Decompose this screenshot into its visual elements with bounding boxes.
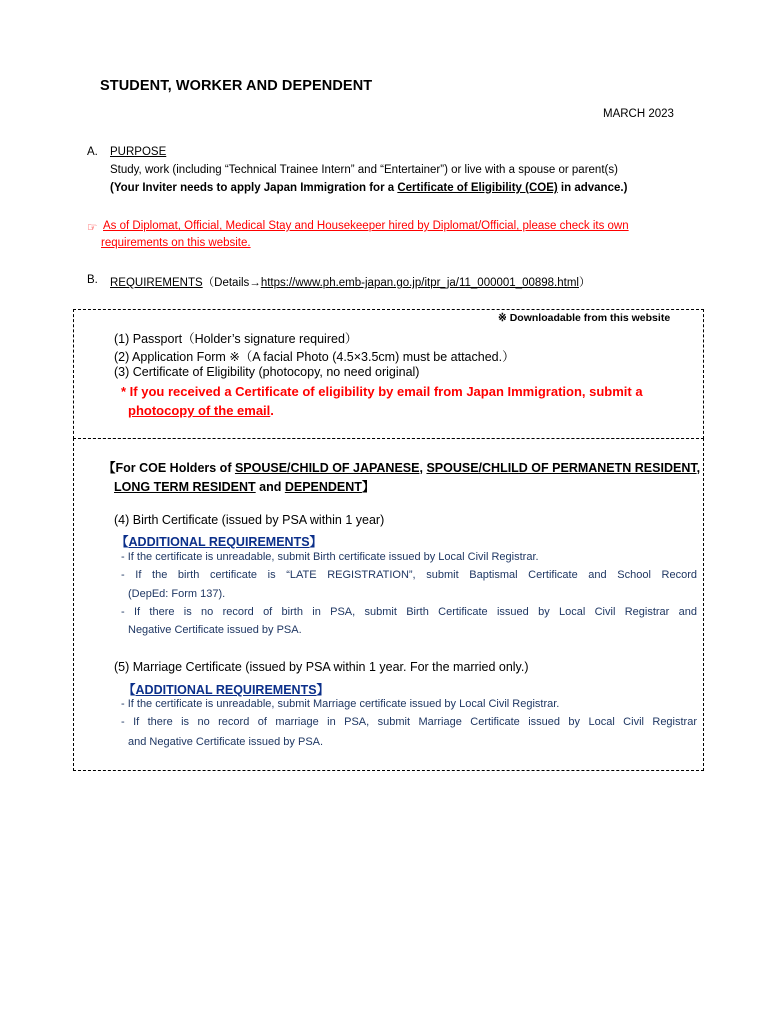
additional-requirements-marriage: 【ADDITIONAL REQUIREMENTS】 (123, 683, 330, 697)
hand-pointer-icon: ☞ (87, 222, 98, 234)
email-coe-note-line-2: photocopy of the email. (128, 403, 274, 418)
section-b-heading-line: REQUIREMENTS（Details→https://www.ph.emb-japan.go.jp/itpr_ja/11_000001_00898.html） (110, 277, 591, 289)
birth-bullet-2-line-2: (DepEd: Form 137). (128, 588, 226, 600)
requirement-application-form: (2) Application Form ※（A facial Photo (4.5×3.5cm) must be attached.） (114, 350, 515, 364)
notice-line-2[interactable]: requirements on this website. (101, 237, 251, 249)
marriage-bullet-1: - If the certificate is unreadable, submit Marriage certificate issued by Local Civil Registrar. (121, 698, 560, 710)
purpose-line-1: Study, work (including “Technical Trainee Intern” and “Entertainer”) or live with a spouse or parent(s) (110, 164, 618, 176)
section-a-heading: PURPOSE (110, 146, 167, 158)
section-b-letter: B. (87, 274, 98, 286)
requirement-marriage-certificate: (5) Marriage Certificate (issued by PSA within 1 year. For the married only.) (114, 660, 529, 674)
page-title: STUDENT, WORKER AND DEPENDENT (100, 78, 373, 94)
requirement-coe: (3) Certificate of Eligibility (photocopy, no need original) (114, 365, 420, 379)
coe-term: Certificate of Eligibility (COE) (397, 182, 558, 194)
downloadable-note: ※ Downloadable from this website (498, 312, 671, 324)
requirement-passport: (1) Passport（Holder’s signature required） (114, 332, 358, 346)
additional-requirements-birth: 【ADDITIONAL REQUIREMENTS】 (116, 535, 323, 549)
requirement-birth-certificate: (4) Birth Certificate (issued by PSA within 1 year) (114, 513, 385, 527)
section-a-letter: A. (87, 146, 98, 158)
requirements-details-link[interactable]: https://www.ph.emb-japan.go.jp/itpr_ja/11_000001_00898.html (260, 277, 579, 289)
birth-bullet-3-line-1: - If there is no record of birth in PSA, submit Birth Certificate issued by Local Civil Registrar and (121, 606, 697, 618)
birth-bullet-3-line-2: Negative Certificate issued by PSA. (128, 624, 302, 636)
notice-line-1[interactable]: As of Diplomat, Official, Medical Stay and Housekeeper hired by Diplomat/Official, please check its own (103, 220, 629, 232)
birth-bullet-2-line-1: - If the birth certificate is “LATE REGISTRATION”, submit Baptismal Certificate and School Record (121, 569, 697, 581)
email-coe-note-line-1: * If you received a Certificate of eligibility by email from Japan Immigration, submit a (121, 384, 643, 399)
marriage-bullet-2-line-2: and Negative Certificate issued by PSA. (128, 736, 324, 748)
marriage-bullet-2-line-1: - If there is no record of marriage in PSA, submit Marriage Certificate issued by Local Civil Registrar (121, 716, 697, 728)
section-b-heading: REQUIREMENTS (110, 277, 203, 289)
coe-holders-heading-line-1: 【For COE Holders of SPOUSE/CHILD OF JAPANESE, SPOUSE/CHLILD OF PERMANETN RESIDENT, (103, 461, 701, 475)
document-date: MARCH 2023 (603, 108, 674, 120)
purpose-line-2: (Your Inviter needs to apply Japan Immigration for a Certificate of Eligibility (COE) in advance.) (110, 182, 628, 194)
coe-holders-heading-line-2: LONG TERM RESIDENT and DEPENDENT】 (114, 480, 375, 494)
birth-bullet-1: - If the certificate is unreadable, submit Birth certificate issued by Local Civil Registrar. (121, 551, 539, 563)
